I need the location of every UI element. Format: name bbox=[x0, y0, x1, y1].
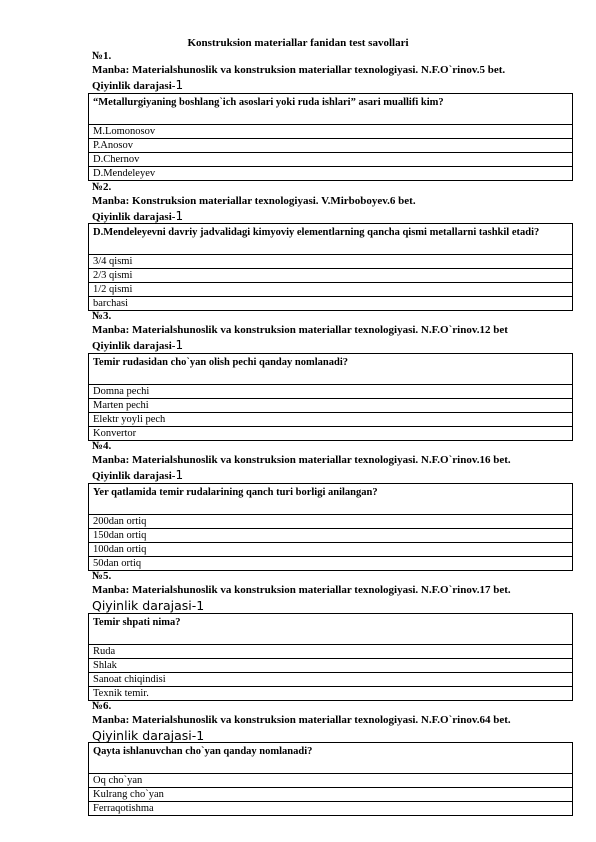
question-number: №1. bbox=[92, 50, 112, 62]
question-text: Temir shpati nima? bbox=[89, 614, 573, 645]
difficulty-level bbox=[92, 209, 183, 223]
answer-option: 3/4 qismi bbox=[89, 255, 573, 269]
difficulty-level: Qiyinlik darajasi-1 bbox=[92, 728, 205, 743]
difficulty-label: Qiyinlik darajasi- bbox=[92, 340, 176, 352]
question-text: Yer qatlamida temir rudalarining qanch turi borligi anilangan? bbox=[89, 484, 573, 515]
question-text: “Metallurgiyaning boshlang`ich asoslari yoki ruda ishlari” asari muallifi kim? bbox=[89, 94, 573, 125]
answer-option: P.Anosov bbox=[89, 139, 573, 153]
question-text: Qayta ishlanuvchan cho`yan qanday nomlanadi? bbox=[89, 743, 573, 774]
answer-option: Sanoat chiqindisi bbox=[89, 673, 573, 687]
question-source: Manba: Konstruksion materiallar texnologiyasi. V.Mirboboyev.6 bet. bbox=[92, 195, 416, 207]
question-table bbox=[88, 742, 573, 816]
answer-option: Elektr yoyli pech bbox=[89, 413, 573, 427]
document-title: Konstruksion materiallar fanidan test savollari bbox=[187, 37, 409, 49]
difficulty-level bbox=[92, 468, 183, 482]
difficulty-label: Qiyinlik darajasi- bbox=[92, 470, 176, 482]
question-table bbox=[88, 223, 573, 311]
question-source: Manba: Materialshunoslik va konstruksion materiallar texnologiyasi. N.F.O`rinov.17 bet. bbox=[92, 584, 511, 596]
difficulty-value: 1 bbox=[175, 78, 184, 92]
answer-option: 150dan ortiq bbox=[89, 529, 573, 543]
answer-option: 1/2 qismi bbox=[89, 283, 573, 297]
answer-option: Ferraqotishma bbox=[89, 802, 573, 816]
difficulty-label: Qiyinlik darajasi- bbox=[92, 80, 176, 92]
answer-option: Texnik temir. bbox=[89, 687, 573, 701]
answer-option: Marten pechi bbox=[89, 399, 573, 413]
difficulty-level bbox=[92, 338, 183, 352]
answer-option: Konvertor bbox=[89, 427, 573, 441]
answer-option: M.Lomonosov bbox=[89, 125, 573, 139]
answer-option: 50dan ortiq bbox=[89, 557, 573, 571]
answer-option: 100dan ortiq bbox=[89, 543, 573, 557]
question-table bbox=[88, 353, 573, 441]
answer-option: D.Chernov bbox=[89, 153, 573, 167]
answer-option: Ruda bbox=[89, 645, 573, 659]
question-source: Manba: Materialshunoslik va konstruksion materiallar texnologiyasi. N.F.O`rinov.12 bet bbox=[92, 324, 508, 336]
answer-option: 2/3 qismi bbox=[89, 269, 573, 283]
question-source: Manba: Materialshunoslik va konstruksion materiallar texnologiyasi. N.F.O`rinov.16 bet. bbox=[92, 454, 511, 466]
question-number: №6. bbox=[92, 700, 112, 712]
difficulty-label: Qiyinlik darajasi- bbox=[92, 211, 176, 223]
difficulty-level bbox=[92, 78, 183, 92]
question-number: №3. bbox=[92, 310, 112, 322]
question-text: D.Mendeleyevni davriy jadvalidagi kimyoviy elementlarning qancha qismi metallarni tashkil etadi? bbox=[89, 224, 573, 255]
difficulty-value: 1 bbox=[175, 209, 184, 223]
answer-option: Oq cho`yan bbox=[89, 774, 573, 788]
question-source: Manba: Materialshunoslik va konstruksion materiallar texnologiyasi. N.F.O`rinov.64 bet. bbox=[92, 714, 511, 726]
answer-option: barchasi bbox=[89, 297, 573, 311]
question-table bbox=[88, 613, 573, 701]
question-source: Manba: Materialshunoslik va konstruksion materiallar texnologiyasi. N.F.O`rinov.5 bet. bbox=[92, 64, 506, 76]
question-table bbox=[88, 483, 573, 571]
answer-option: D.Mendeleyev bbox=[89, 167, 573, 181]
answer-option: Kulrang cho`yan bbox=[89, 788, 573, 802]
answer-option: 200dan ortiq bbox=[89, 515, 573, 529]
question-number: №2. bbox=[92, 181, 112, 193]
question-text: Temir rudasidan cho`yan olish pechi qanday nomlanadi? bbox=[89, 354, 573, 385]
question-number: №4. bbox=[92, 440, 112, 452]
difficulty-value: 1 bbox=[175, 338, 184, 352]
question-table bbox=[88, 93, 573, 181]
answer-option: Domna pechi bbox=[89, 385, 573, 399]
difficulty-level: Qiyinlik darajasi-1 bbox=[92, 598, 205, 613]
answer-option: Shlak bbox=[89, 659, 573, 673]
question-number: №5. bbox=[92, 570, 112, 582]
difficulty-value: 1 bbox=[175, 468, 184, 482]
